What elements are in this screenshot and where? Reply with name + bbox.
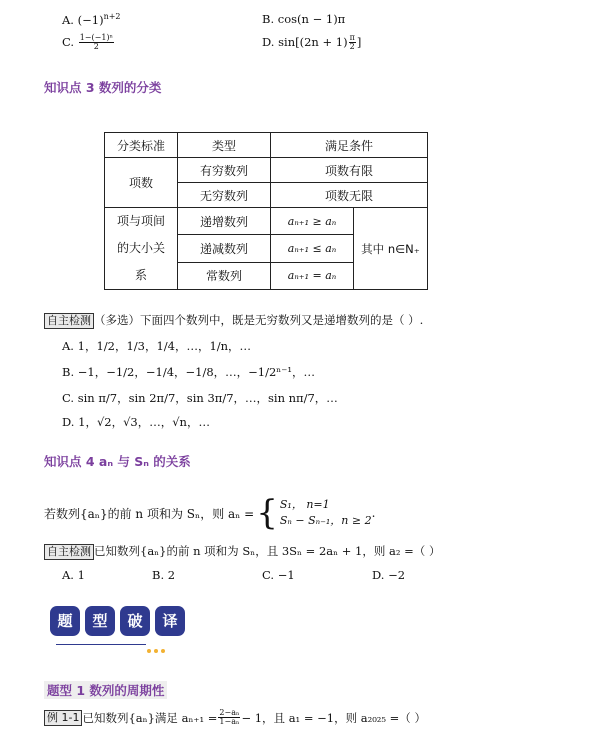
table-group-label: 项数: [105, 158, 178, 208]
option-a: A. 1: [62, 568, 85, 582]
section-banner: [50, 606, 190, 636]
decorative-dots: [144, 642, 165, 656]
banner-char: 型: [85, 606, 115, 636]
self-check-question: 自主检测 （多选）下面四个数列中，既是无穷数列又是递增数列的是（ ）.: [44, 312, 423, 329]
section-title: 知识点 4 aₙ 与 Sₙ 的关系: [44, 454, 191, 469]
table-note: 其中 n∈N₊: [354, 208, 428, 290]
example-tag: 例 1-1: [44, 710, 82, 726]
banner-char: 破: [120, 606, 150, 636]
table-cell: 递增数列: [178, 208, 271, 235]
relation-formula: 若数列{aₙ}的前 n 项和为 Sₙ，则 aₙ = { S₁， n=1 Sₙ − Sₙ₋₁，n ≥ 2 .: [44, 493, 376, 533]
option-b: B. cos(n − 1)π: [262, 12, 346, 26]
option-c: C. −1: [262, 568, 295, 582]
classification-table: [104, 132, 428, 290]
fraction: $\frac{\text{1−(−1)ⁿ}}{2}$: [79, 33, 113, 52]
banner-underline: [56, 644, 146, 645]
option-d: D. 1，√2，√3，…，√n，…: [62, 415, 210, 429]
option-a: A. 1，1/2，1/3，1/4，…，1/n，…: [62, 339, 252, 353]
option-c: C. $\frac{\text{1−(−1)ⁿ}}{2}$: [62, 33, 113, 52]
table-cell: 项数有限: [271, 158, 428, 183]
table-cell: aₙ₊₁ ≥ aₙ: [271, 208, 354, 235]
brace-symbol: {: [256, 493, 278, 533]
fraction: $\frac{\pi}{2}$: [349, 33, 355, 52]
section-title: 知识点 3 数列的分类: [44, 80, 162, 95]
table-cell: aₙ₊₁ = aₙ: [271, 262, 354, 289]
option-b: B. −1，−1/2，−1/4，−1/8，…，−1/2ⁿ⁻¹，…: [62, 365, 315, 379]
option-d: D. −2: [372, 568, 406, 582]
table-group-label: 项与项间 的大小关 系: [105, 208, 178, 290]
banner-char: 译: [155, 606, 185, 636]
option-d: D. sin[(2n + 1) $\frac{\pi}{2}$ ]: [262, 33, 362, 52]
table-cell: 常数列: [178, 262, 271, 289]
table-cell: 无穷数列: [178, 183, 271, 208]
option-b: B. 2: [152, 568, 176, 582]
fraction: $\frac{\text{2−aₙ}}{\text{1−aₙ}}$: [219, 708, 240, 727]
option-a: A. $(-1)^{n+2}$: [62, 12, 121, 27]
example-question: 例 1-1 已知数列{aₙ}满足 aₙ₊₁ = $\frac{\text{2−aₙ}}{\text{1−aₙ}}$ − 1，且 a₁ = −1，则 a₂₀₂₅ =（ ）: [44, 709, 426, 727]
table-cell: 有穷数列: [178, 158, 271, 183]
table-header: 满足条件: [271, 133, 428, 158]
table-cell: 递减数列: [178, 235, 271, 262]
table-cell: 项数无限: [271, 183, 428, 208]
table-header: 类型: [178, 133, 271, 158]
section-title: 题型 1 数列的周期性: [44, 681, 167, 699]
self-check-tag: 自主检测: [44, 313, 94, 329]
option-c: C. sin π/7，sin 2π/7，sin 3π/7，…，sin nπ/7，…: [62, 391, 338, 405]
banner-char: 题: [50, 606, 80, 636]
table-header: 分类标准: [105, 133, 178, 158]
table-cell: aₙ₊₁ ≤ aₙ: [271, 235, 354, 262]
self-check-tag: 自主检测: [44, 544, 94, 560]
self-check-question: 自主检测 已知数列{aₙ}的前 n 项和为 Sₙ，且 3Sₙ = 2aₙ + 1，则 a₂ =（ ）: [44, 543, 440, 560]
